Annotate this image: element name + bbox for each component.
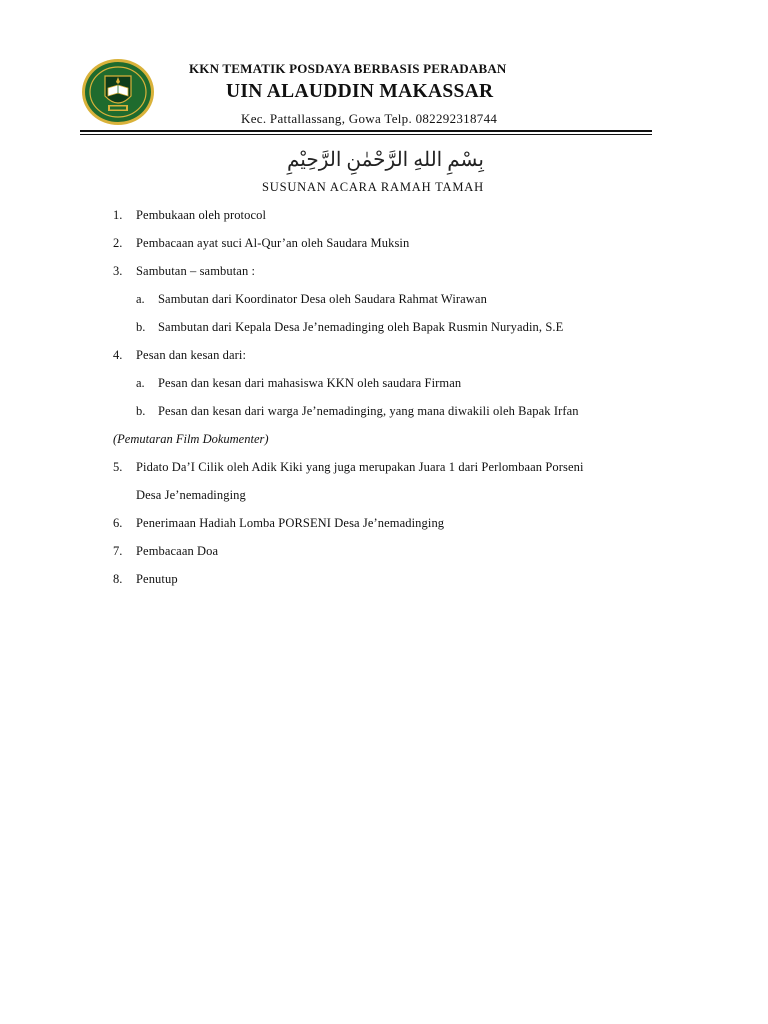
agenda-number: 3. <box>113 264 123 278</box>
agenda-item: Penerimaan Hadiah Lomba PORSENI Desa Je’nemadinging <box>136 516 445 530</box>
letterhead-address: Kec. Pattallassang, Gowa Telp. 082292318744 <box>241 111 498 126</box>
letterhead-institution: UIN ALAUDDIN MAKASSAR <box>226 81 494 102</box>
agenda-subnumber: a. <box>136 292 145 306</box>
agenda-subnumber: b. <box>136 320 146 334</box>
agenda-item-continuation: Desa Je’nemadinging <box>136 488 246 502</box>
letterhead-divider-thin <box>80 134 652 135</box>
agenda-subnumber: a. <box>136 376 145 390</box>
basmalah-calligraphy: بِسْمِ اللهِ الرَّحْمٰنِ الرَّحِيْمِ <box>287 149 484 171</box>
agenda-item: Sambutan – sambutan : <box>136 264 256 278</box>
agenda-number: 5. <box>113 460 123 474</box>
agenda-number: 7. <box>113 544 123 558</box>
letterhead-divider <box>80 130 652 132</box>
agenda-item: Pembacaan Doa <box>136 544 219 558</box>
agenda-number: 4. <box>113 348 123 362</box>
agenda-subnumber: b. <box>136 404 146 418</box>
agenda-item: Pembacaan ayat suci Al-Qur’an oleh Saudara Muksin <box>136 236 410 250</box>
agenda-item: Pesan dan kesan dari: <box>136 348 247 362</box>
agenda-note: (Pemutaran Film Dokumenter) <box>113 432 269 446</box>
agenda-item: Penutup <box>136 572 178 586</box>
agenda-subitem: Pesan dan kesan dari mahasiswa KKN oleh saudara Firman <box>158 376 462 390</box>
agenda-subitem: Sambutan dari Kepala Desa Je’nemadinging oleh Bapak Rusmin Nuryadin, S.E <box>158 320 564 334</box>
agenda-subitem: Pesan dan kesan dari warga Je’nemadinging, yang mana diwakili oleh Bapak Irfan <box>158 404 579 418</box>
university-logo-icon <box>81 58 155 126</box>
document-title: SUSUNAN ACARA RAMAH TAMAH <box>262 180 484 194</box>
agenda-number: 8. <box>113 572 123 586</box>
agenda-number: 2. <box>113 236 123 250</box>
agenda-item: Pidato Da’I Cilik oleh Adik Kiki yang juga merupakan Juara 1 dari Perlombaan Porseni <box>136 460 584 474</box>
letterhead-program: KKN TEMATIK POSDAYA BERBASIS PERADABAN <box>189 61 507 76</box>
agenda-number: 6. <box>113 516 123 530</box>
agenda-number: 1. <box>113 208 123 222</box>
agenda-subitem: Sambutan dari Koordinator Desa oleh Saudara Rahmat Wirawan <box>158 292 487 306</box>
agenda-item: Pembukaan oleh protocol <box>136 208 267 222</box>
